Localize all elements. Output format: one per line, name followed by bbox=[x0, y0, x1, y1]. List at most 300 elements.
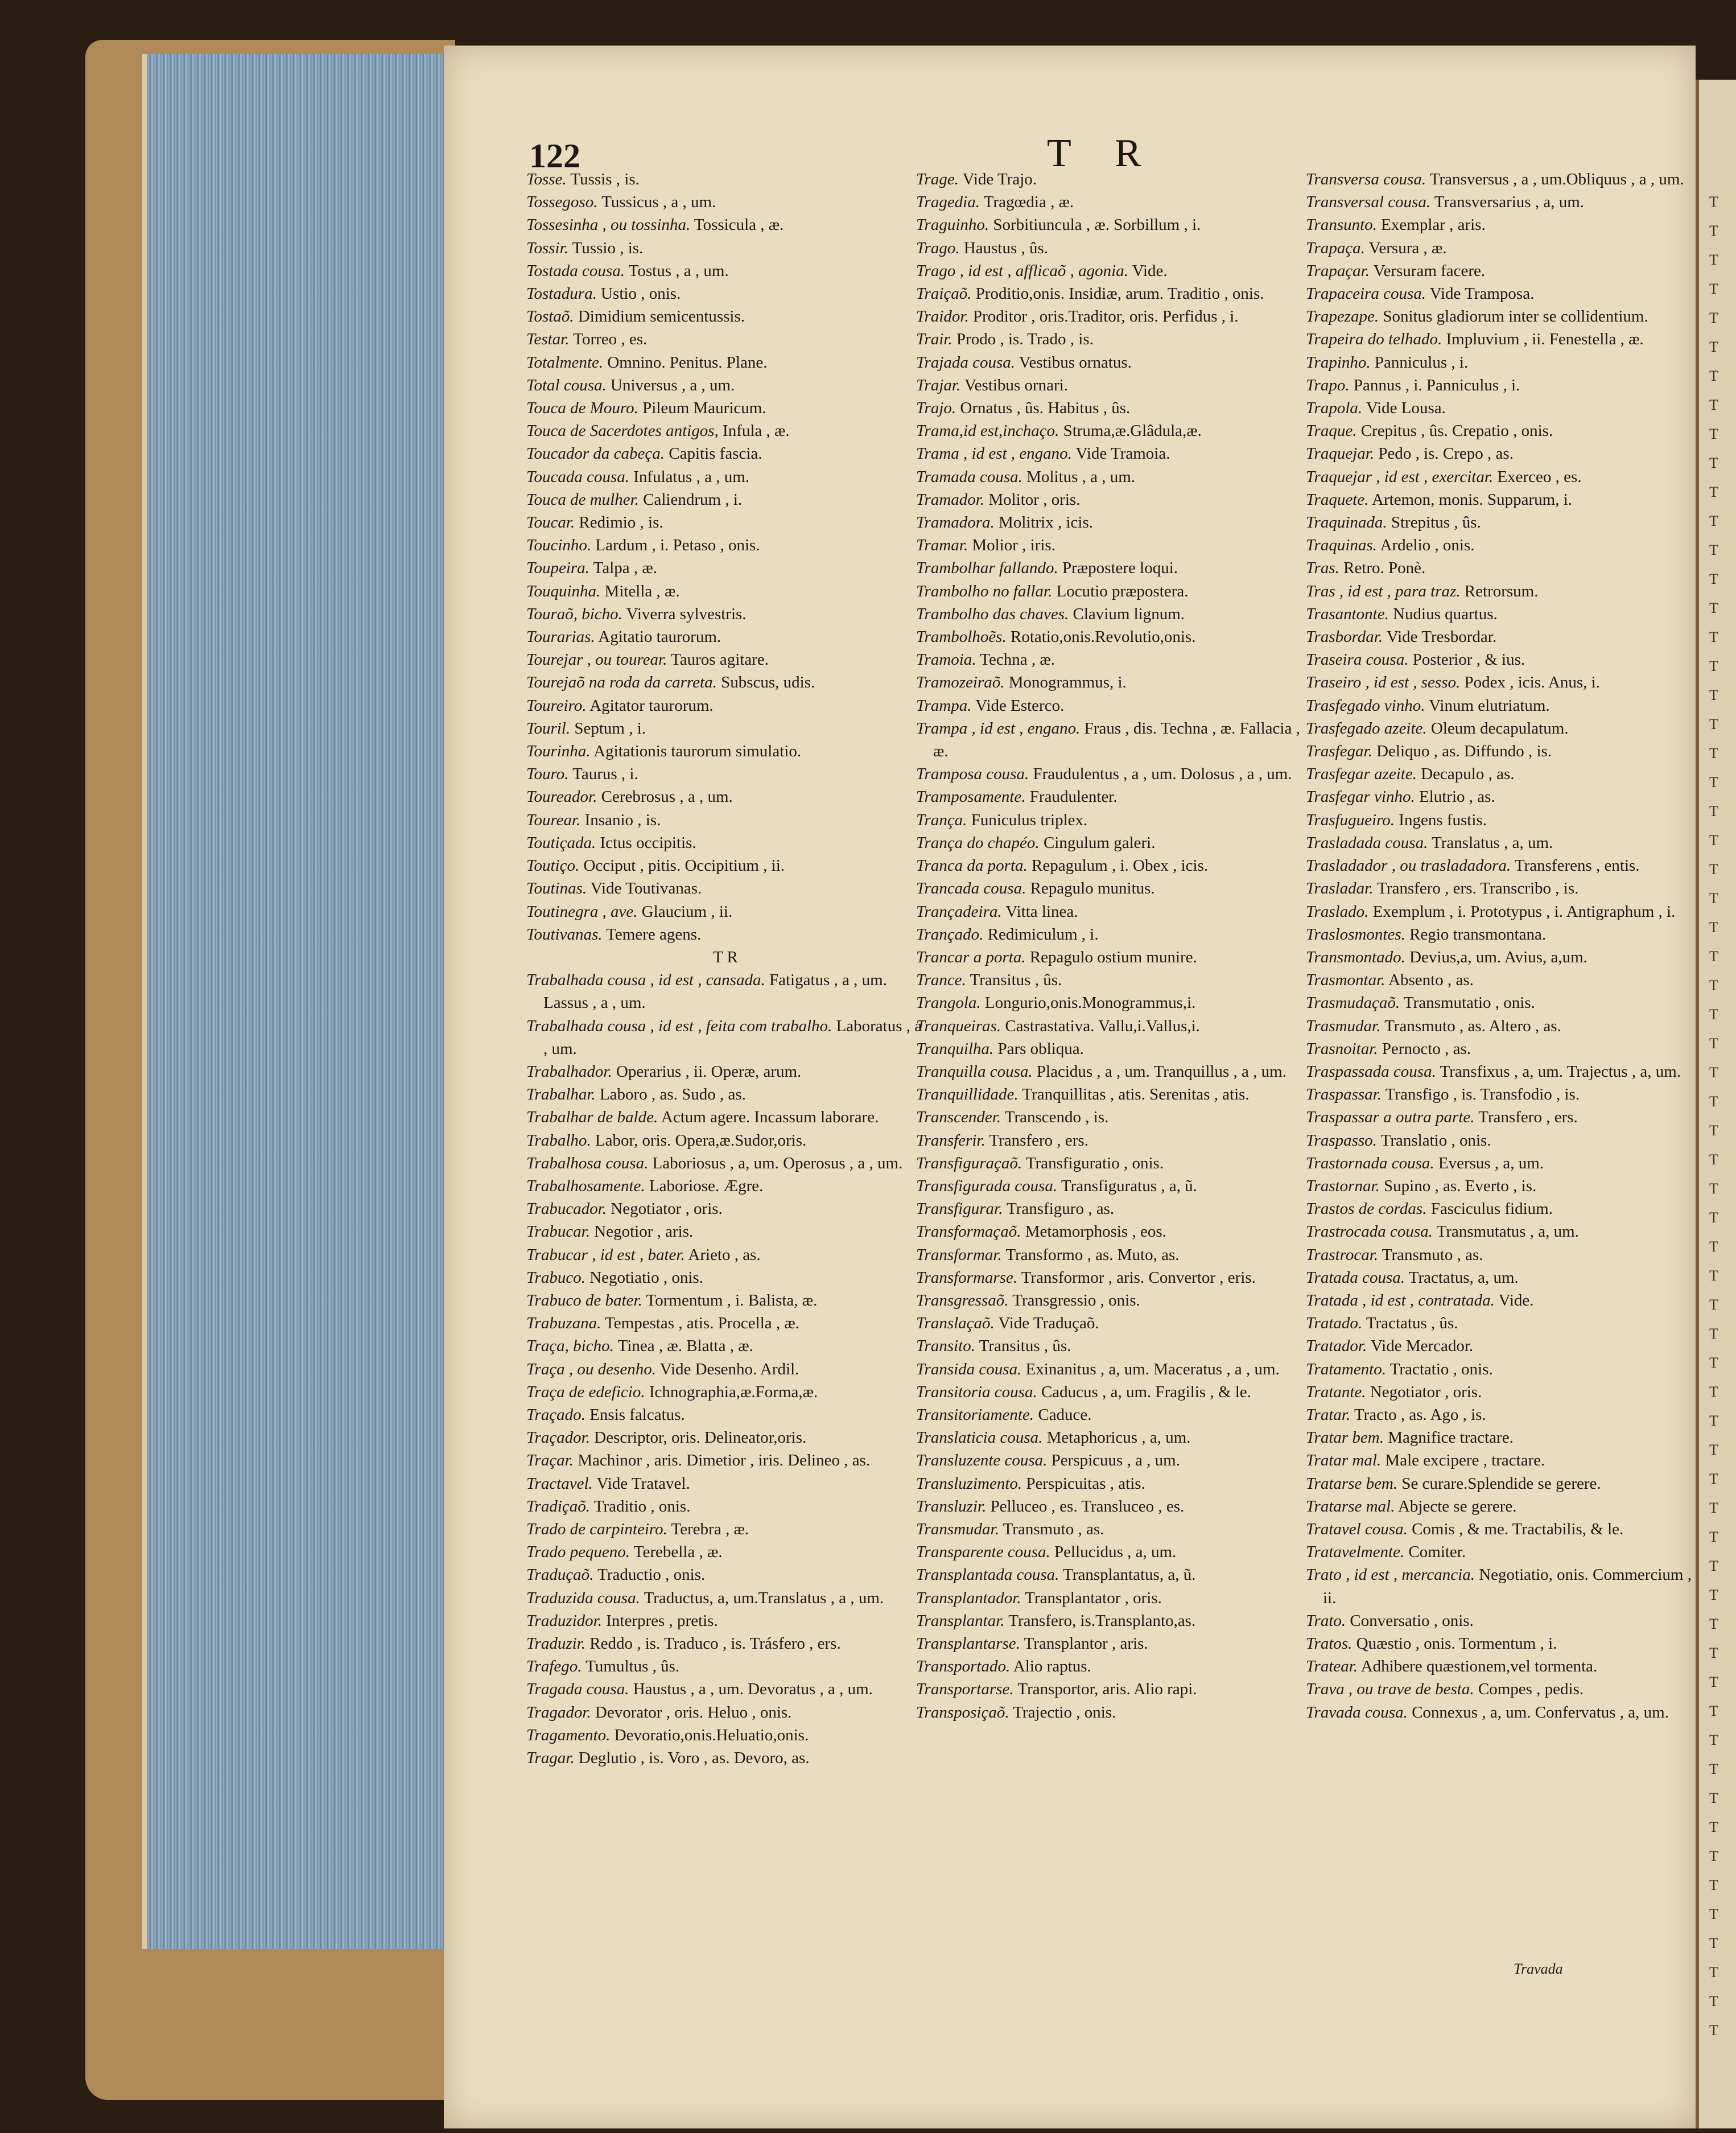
dictionary-entry bbox=[526, 419, 925, 442]
dictionary-entry bbox=[1306, 1678, 1696, 1700]
dictionary-entry bbox=[1306, 328, 1696, 351]
dictionary-entry bbox=[1306, 1175, 1696, 1197]
dictionary-entry bbox=[526, 351, 925, 374]
entry-headword: Toutiçada. bbox=[526, 833, 596, 852]
entry-definition: Versura , æ. bbox=[1368, 238, 1447, 257]
dictionary-entry bbox=[1306, 1266, 1696, 1289]
entry-definition: Molitrix , icis. bbox=[999, 513, 1093, 532]
entry-definition: Metamorphosis , eos. bbox=[1025, 1222, 1166, 1241]
dictionary-entry bbox=[526, 1678, 925, 1700]
entry-definition: Perspicuus , a , um. bbox=[1051, 1451, 1180, 1470]
facing-page-letter: T bbox=[1709, 397, 1718, 413]
dictionary-entry bbox=[1306, 648, 1696, 671]
entry-definition: Pileum Mauricum. bbox=[642, 399, 766, 418]
entry-headword: Toureador. bbox=[526, 788, 597, 806]
entry-headword: Trastos de cordas. bbox=[1306, 1200, 1427, 1218]
dictionary-entry bbox=[916, 1175, 1309, 1197]
entry-definition: Vide Toutivanas. bbox=[590, 879, 702, 898]
dictionary-entry bbox=[1306, 260, 1696, 282]
dictionary-entry bbox=[916, 1472, 1309, 1495]
entry-definition: Arieto , as. bbox=[688, 1245, 761, 1264]
dictionary-entry bbox=[526, 1289, 925, 1312]
entry-definition: Elutrio , as. bbox=[1419, 788, 1495, 806]
dictionary-entry bbox=[916, 328, 1309, 351]
entry-definition: Agitator taurorum. bbox=[589, 696, 714, 715]
entry-definition: Retrorsum. bbox=[1464, 582, 1539, 600]
entry-headword: Trasfegar azeite. bbox=[1306, 765, 1417, 784]
facing-page-letter: T bbox=[1709, 861, 1718, 878]
entry-headword: Touro. bbox=[526, 765, 569, 784]
dictionary-entry bbox=[526, 854, 925, 877]
facing-page-letter: T bbox=[1709, 2022, 1718, 2039]
entry-definition: Tranquillitas , atis. Serenitas , atis. bbox=[1022, 1085, 1250, 1104]
facing-page-letter: T bbox=[1709, 484, 1718, 500]
facing-page-letter: T bbox=[1709, 281, 1718, 297]
dictionary-entry bbox=[1306, 419, 1696, 442]
entry-headword: Transito. bbox=[916, 1337, 975, 1356]
entry-definition: Universus , a , um. bbox=[611, 376, 735, 394]
entry-headword: Trasfegar. bbox=[1306, 742, 1372, 761]
dictionary-entry bbox=[916, 1609, 1309, 1632]
dictionary-entry bbox=[526, 1358, 925, 1381]
facing-page-letter: T bbox=[1709, 890, 1718, 907]
entry-definition: Molitus , a , um. bbox=[1026, 467, 1136, 486]
entry-headword: Trajo. bbox=[916, 399, 956, 418]
dictionary-entry bbox=[526, 1587, 925, 1609]
entry-definition: Ornatus , ûs. Habitus , ûs. bbox=[960, 399, 1131, 418]
entry-definition: T R bbox=[713, 948, 738, 966]
entry-headword: Trago , id est , afflicaõ , agonia. bbox=[916, 261, 1128, 280]
dictionary-entry bbox=[1306, 374, 1696, 397]
dictionary-entry bbox=[526, 740, 925, 763]
entry-definition: Comiter. bbox=[1408, 1543, 1466, 1562]
entry-definition: Vide. bbox=[1498, 1291, 1534, 1310]
entry-definition: Devorator , oris. Heluo , onis. bbox=[595, 1703, 792, 1722]
entry-headword: Transparente cousa. bbox=[916, 1543, 1050, 1562]
dictionary-entry bbox=[916, 1426, 1309, 1449]
dictionary-entry bbox=[526, 260, 925, 282]
facing-page-letter: T bbox=[1709, 1529, 1718, 1545]
facing-page-letter: T bbox=[1709, 1296, 1718, 1313]
dictionary-entry bbox=[1306, 1472, 1696, 1495]
dictionary-entry bbox=[526, 1449, 925, 1472]
entry-definition: Transfero , ers. bbox=[1478, 1108, 1578, 1127]
entry-headword: Trapo. bbox=[1306, 376, 1350, 394]
entry-headword: Traçador. bbox=[526, 1428, 591, 1447]
entry-headword: Trabalhada cousa , id est , feita com trabalho. bbox=[526, 1016, 832, 1035]
entry-definition: Molitor , oris. bbox=[988, 490, 1081, 509]
entry-definition: Vide. bbox=[1132, 261, 1168, 280]
dictionary-entry bbox=[526, 328, 925, 351]
entry-headword: Trapola. bbox=[1306, 399, 1363, 418]
dictionary-entry bbox=[916, 213, 1309, 236]
entry-headword: Trampa. bbox=[916, 696, 972, 715]
dictionary-entry bbox=[1306, 785, 1696, 808]
entry-headword: Trangola. bbox=[916, 994, 981, 1012]
entry-definition: Vide Tramposa. bbox=[1429, 285, 1535, 303]
entry-definition: Vide Desenho. Ardil. bbox=[659, 1360, 799, 1378]
entry-definition: Transcendo , is. bbox=[1004, 1108, 1109, 1127]
dictionary-entry bbox=[916, 1220, 1309, 1243]
facing-page-letter: T bbox=[1709, 571, 1718, 587]
dictionary-entry bbox=[526, 1472, 925, 1495]
entry-headword: Transformarse. bbox=[916, 1268, 1018, 1287]
dictionary-entry bbox=[526, 237, 925, 260]
entry-definition: Pelluceo , es. Transluceo , es. bbox=[990, 1497, 1185, 1516]
entry-headword: Tranquillidade. bbox=[916, 1085, 1018, 1104]
entry-definition: Transitus , ûs. bbox=[970, 971, 1062, 990]
entry-headword: Traque. bbox=[1306, 422, 1357, 440]
entry-definition: Reddo , is. Traduco , is. Trásfero , ers. bbox=[589, 1634, 841, 1653]
dictionary-entry bbox=[916, 1449, 1309, 1472]
entry-headword: Tragada cousa. bbox=[526, 1680, 629, 1699]
entry-headword: Traduçaõ. bbox=[526, 1566, 594, 1584]
entry-definition: Artemon, monis. Supparum, i. bbox=[1372, 490, 1573, 509]
entry-headword: Tranca da porta. bbox=[916, 857, 1028, 875]
dictionary-entry bbox=[916, 1152, 1309, 1175]
entry-headword: Transplantarse. bbox=[916, 1634, 1020, 1653]
dictionary-entry bbox=[526, 488, 925, 511]
dictionary-entry bbox=[526, 785, 925, 808]
entry-headword: Tragedia. bbox=[916, 193, 980, 212]
entry-definition: Prodo , is. Trado , is. bbox=[956, 330, 1094, 349]
entry-headword: Tractavel. bbox=[526, 1474, 593, 1493]
entry-definition: Repagulo ostium munire. bbox=[1029, 948, 1197, 966]
entry-definition: Alio raptus. bbox=[1013, 1657, 1091, 1676]
dictionary-entry bbox=[526, 1632, 925, 1655]
entry-definition: Transfiguratus , a, ũ. bbox=[1061, 1176, 1197, 1195]
entry-definition: Transfixus , a, um. Trajectus , a, um. bbox=[1440, 1062, 1681, 1081]
entry-definition: Traductus, a, um.Translatus , a , um. bbox=[644, 1588, 884, 1607]
dictionary-entry bbox=[916, 1083, 1309, 1106]
entry-definition: Tumultus , ûs. bbox=[585, 1657, 680, 1676]
entry-headword: Tratada cousa. bbox=[1306, 1268, 1405, 1287]
entry-headword: Traspassar a outra parte. bbox=[1306, 1108, 1475, 1127]
entry-definition: Transgressio , onis. bbox=[1012, 1291, 1140, 1310]
entry-headword: Tratear. bbox=[1306, 1657, 1358, 1676]
facing-page-letter: T bbox=[1709, 1877, 1718, 1893]
dictionary-entry bbox=[526, 625, 925, 648]
dictionary-entry bbox=[1306, 740, 1696, 763]
dictionary-entry bbox=[1306, 1563, 1696, 1609]
entry-definition: Posterior , & ius. bbox=[1412, 650, 1525, 669]
dictionary-entry bbox=[526, 168, 925, 191]
entry-definition: Tragœdia , æ. bbox=[983, 193, 1074, 212]
dictionary-entry bbox=[916, 1563, 1309, 1586]
entry-headword: Tratamento. bbox=[1306, 1360, 1386, 1378]
entry-headword: Trasladada cousa. bbox=[1306, 833, 1428, 852]
dictionary-entry bbox=[526, 1426, 925, 1449]
entry-definition: Redimiculum , i. bbox=[987, 925, 1099, 944]
entry-definition: Metaphoricus , a, um. bbox=[1046, 1428, 1191, 1447]
dictionary-entry bbox=[1306, 625, 1696, 648]
entry-definition: Exerceo , es. bbox=[1497, 467, 1582, 486]
facing-page-letter: T bbox=[1709, 1267, 1718, 1284]
facing-page-letter: T bbox=[1709, 426, 1718, 442]
entry-headword: Trato. bbox=[1306, 1611, 1346, 1630]
entry-definition: Infula , æ. bbox=[723, 422, 790, 440]
facing-page-letter: T bbox=[1709, 1500, 1718, 1516]
facing-page-letter: T bbox=[1709, 1587, 1718, 1603]
dictionary-entry bbox=[1306, 694, 1696, 717]
facing-page-letter: T bbox=[1709, 1906, 1718, 1922]
entry-definition: Haustus , a , um. Devoratus , a , um. bbox=[633, 1680, 873, 1699]
dictionary-entry bbox=[526, 213, 925, 236]
entry-headword: Trabalho. bbox=[526, 1131, 591, 1150]
entry-headword: Tourinha. bbox=[526, 742, 591, 761]
entry-definition: Abjecte se gerere. bbox=[1397, 1497, 1517, 1516]
entry-headword: Traseira cousa. bbox=[1306, 650, 1409, 669]
entry-headword: Trama , id est , engano. bbox=[916, 444, 1072, 463]
entry-definition: Fraudulentus , a , um. Dolosus , a , um. bbox=[1033, 765, 1292, 784]
entry-headword: Tradiçaõ. bbox=[526, 1497, 590, 1516]
entry-headword: Traçar. bbox=[526, 1451, 574, 1470]
entry-headword: Trasfegado vinho. bbox=[1306, 696, 1425, 715]
dictionary-entry bbox=[526, 831, 925, 854]
entry-headword: Traseiro , id est , sesso. bbox=[1306, 673, 1461, 692]
facing-page-letter: T bbox=[1709, 1413, 1718, 1429]
dictionary-entry bbox=[526, 809, 925, 831]
entry-headword: Translaçaõ. bbox=[916, 1314, 995, 1333]
entry-definition: Laboratus , a , um. bbox=[543, 1016, 922, 1058]
entry-definition: Transplantator , oris. bbox=[1025, 1588, 1162, 1607]
entry-headword: Transluzimento. bbox=[916, 1474, 1022, 1493]
dictionary-entry bbox=[1306, 397, 1696, 419]
entry-headword: Trambolho das chaves. bbox=[916, 604, 1069, 623]
dictionary-entry bbox=[526, 511, 925, 534]
entry-definition: Transmuto , as. Altero , as. bbox=[1384, 1016, 1561, 1035]
dictionary-entry bbox=[1306, 603, 1696, 625]
entry-headword: Traspassar. bbox=[1306, 1085, 1382, 1104]
entry-headword: Tramadora. bbox=[916, 513, 995, 532]
entry-definition: Temere agens. bbox=[606, 925, 702, 944]
dictionary-entry bbox=[1306, 1609, 1696, 1632]
entry-headword: Transcender. bbox=[916, 1108, 1001, 1127]
facing-page-letter: T bbox=[1709, 1790, 1718, 1806]
dictionary-entry bbox=[526, 671, 925, 694]
entry-definition: Machinor , aris. Dimetior , iris. Delineo , as. bbox=[578, 1451, 871, 1470]
dictionary-entry bbox=[1306, 1037, 1696, 1060]
facing-page-letter: T bbox=[1709, 1471, 1718, 1487]
entry-headword: Trapezape. bbox=[1306, 307, 1379, 326]
dictionary-entry bbox=[916, 694, 1309, 717]
entry-definition: Transferens , entis. bbox=[1514, 857, 1640, 875]
dictionary-entry bbox=[1306, 466, 1696, 488]
facing-page-letter: T bbox=[1709, 1645, 1718, 1661]
dictionary-entry bbox=[526, 1266, 925, 1289]
entry-definition: Subscus, udis. bbox=[721, 673, 815, 692]
entry-headword: Tratador. bbox=[1306, 1337, 1367, 1356]
entry-headword: Tossesinha , ou tossinha. bbox=[526, 216, 691, 234]
dictionary-entry bbox=[526, 466, 925, 488]
entry-definition: Traductio , onis. bbox=[597, 1566, 706, 1584]
entry-headword: Toutinas. bbox=[526, 879, 587, 898]
facing-page-letter: T bbox=[1709, 803, 1718, 820]
entry-definition: Transfiguratio , onis. bbox=[1025, 1154, 1164, 1172]
entry-headword: Tratar mal. bbox=[1306, 1451, 1382, 1470]
entry-definition: Ensis falcatus. bbox=[589, 1405, 685, 1424]
dictionary-entry bbox=[526, 1312, 925, 1335]
entry-definition: Repagulum , i. Obex , icis. bbox=[1032, 857, 1209, 875]
entry-headword: Tramada cousa. bbox=[916, 467, 1022, 486]
dictionary-entry bbox=[1306, 1381, 1696, 1403]
dictionary-entry bbox=[526, 1563, 925, 1586]
entry-definition: Haustus , ûs. bbox=[963, 238, 1049, 257]
entry-headword: Transportarse. bbox=[916, 1680, 1014, 1699]
facing-page-letter: T bbox=[1709, 1761, 1718, 1777]
facing-page-letter: T bbox=[1709, 1151, 1718, 1168]
dictionary-entry bbox=[916, 305, 1309, 328]
entry-definition: Magnifice tractare. bbox=[1388, 1428, 1514, 1447]
entry-headword: Touca de Mouro. bbox=[526, 399, 638, 418]
dictionary-entry bbox=[916, 397, 1309, 419]
entry-definition: Male excipere , tractare. bbox=[1385, 1451, 1545, 1470]
dictionary-entry bbox=[1306, 1289, 1696, 1312]
dictionary-entry bbox=[1306, 511, 1696, 534]
dictionary-entry bbox=[526, 1175, 925, 1197]
entry-definition: Negotiatio, onis. Commercium , ii. bbox=[1323, 1566, 1692, 1607]
dictionary-entry bbox=[1306, 191, 1696, 213]
entry-headword: Trajada cousa. bbox=[916, 353, 1016, 372]
entry-headword: Trapeira do telhado. bbox=[1306, 330, 1442, 349]
entry-headword: Toucador da cabeça. bbox=[526, 444, 665, 463]
running-head: T R bbox=[1047, 131, 1158, 175]
entry-definition: Retro. Ponè. bbox=[1343, 559, 1426, 578]
entry-definition: Tormentum , i. Balista, æ. bbox=[646, 1291, 818, 1310]
section-heading bbox=[526, 946, 925, 969]
dictionary-entry bbox=[526, 1335, 925, 1357]
entry-headword: Trabucar. bbox=[526, 1222, 591, 1241]
dictionary-entry bbox=[916, 763, 1309, 785]
entry-definition: Panniculus , i. bbox=[1374, 353, 1469, 372]
facing-page-letter: T bbox=[1709, 339, 1718, 355]
entry-definition: Transformor , aris. Convertor , eris. bbox=[1021, 1268, 1256, 1287]
dictionary-entry bbox=[526, 282, 925, 305]
entry-definition: Interpres , pretis. bbox=[606, 1611, 718, 1630]
facing-page-letter: T bbox=[1709, 629, 1718, 645]
entry-headword: Toucar. bbox=[526, 513, 575, 532]
dictionary-entry bbox=[1306, 1106, 1696, 1129]
dictionary-entry bbox=[1306, 557, 1696, 579]
entry-definition: Molior , iris. bbox=[972, 536, 1055, 555]
dictionary-entry bbox=[1306, 1632, 1696, 1655]
facing-page-letter: T bbox=[1709, 513, 1718, 529]
entry-headword: Tossegoso. bbox=[526, 193, 598, 212]
entry-definition: Infulatus , a , um. bbox=[633, 467, 750, 486]
entry-headword: Trava , ou trave de besta. bbox=[1306, 1680, 1474, 1699]
facing-page-letter: T bbox=[1709, 1935, 1718, 1951]
facing-page-letter: T bbox=[1709, 1616, 1718, 1632]
entry-headword: Transluzir. bbox=[916, 1497, 987, 1516]
entry-headword: Trançado. bbox=[916, 925, 984, 944]
facing-page-letter: T bbox=[1709, 774, 1718, 790]
entry-headword: Transmontado. bbox=[1306, 948, 1405, 966]
entry-headword: Touca de Sacerdotes antigos, bbox=[526, 422, 719, 440]
dictionary-entry bbox=[1306, 580, 1696, 603]
dictionary-entry bbox=[526, 1083, 925, 1106]
entry-definition: Transmuto , as. bbox=[1003, 1520, 1104, 1538]
dictionary-entry bbox=[916, 1655, 1309, 1678]
entry-headword: Trajar. bbox=[916, 376, 961, 394]
entry-definition: Fasciculus fidium. bbox=[1430, 1200, 1553, 1218]
entry-definition: Crepitus , ûs. Crepatio , onis. bbox=[1360, 422, 1553, 440]
entry-definition: Pars obliqua. bbox=[997, 1039, 1084, 1058]
entry-headword: Tramozeiraõ. bbox=[916, 673, 1005, 692]
entry-definition: Mitella , æ. bbox=[604, 582, 680, 600]
dictionary-entry bbox=[916, 923, 1309, 946]
entry-headword: Trabalhar. bbox=[526, 1085, 596, 1104]
entry-definition: Tractatio , onis. bbox=[1389, 1360, 1493, 1378]
entry-definition: Funiculus triplex. bbox=[971, 810, 1088, 829]
entry-definition: Negotiator , oris. bbox=[1370, 1382, 1482, 1401]
dictionary-entry bbox=[916, 168, 1309, 191]
entry-definition: Impluvium , ii. Fenestella , æ. bbox=[1446, 330, 1644, 349]
dictionary-entry bbox=[1306, 1197, 1696, 1220]
entry-headword: Transversa cousa. bbox=[1306, 170, 1426, 188]
dictionary-entry bbox=[916, 488, 1309, 511]
dictionary-entry bbox=[1306, 1152, 1696, 1175]
entry-headword: Transfigurar. bbox=[916, 1200, 1003, 1218]
dictionary-entry bbox=[1306, 488, 1696, 511]
entry-definition: Monogrammus, i. bbox=[1008, 673, 1127, 692]
entry-definition: Laboriosus , a, um. Operosus , a , um. bbox=[652, 1154, 903, 1172]
dictionary-entry bbox=[916, 1632, 1309, 1655]
entry-definition: Vide Tratavel. bbox=[596, 1474, 690, 1493]
facing-page-letter: T bbox=[1709, 716, 1718, 732]
entry-headword: Trasfugueiro. bbox=[1306, 810, 1395, 829]
entry-headword: Tras. bbox=[1306, 559, 1339, 578]
entry-definition: Tussicus , a , um. bbox=[601, 193, 716, 212]
dictionary-entry bbox=[916, 191, 1309, 213]
entry-headword: Tosse. bbox=[526, 170, 567, 188]
entry-headword: Trapinho. bbox=[1306, 353, 1371, 372]
entry-headword: Translaticia cousa. bbox=[916, 1428, 1043, 1447]
entry-headword: Tramoia. bbox=[916, 650, 976, 669]
facing-page-letter: T bbox=[1709, 919, 1718, 936]
entry-headword: Tramar. bbox=[916, 536, 968, 555]
dictionary-entry bbox=[916, 282, 1309, 305]
dictionary-entry bbox=[1306, 1060, 1696, 1083]
entry-definition: Caducus , a, um. Fragilis , & le. bbox=[1041, 1382, 1251, 1401]
dictionary-entry bbox=[916, 1518, 1309, 1541]
facing-page-letter: T bbox=[1709, 1732, 1718, 1748]
entry-headword: Trance. bbox=[916, 971, 966, 990]
entry-definition: Tostus , a , um. bbox=[628, 261, 729, 280]
dictionary-entry bbox=[526, 1747, 925, 1769]
entry-headword: Trasmudar. bbox=[1306, 1016, 1381, 1035]
dictionary-entry bbox=[1306, 1403, 1696, 1426]
entry-headword: Traça , ou desenho. bbox=[526, 1360, 656, 1378]
facing-page-letter: T bbox=[1709, 1442, 1718, 1458]
dictionary-entry bbox=[916, 1129, 1309, 1152]
facing-page-letter: T bbox=[1709, 455, 1718, 471]
entry-headword: Totalmente. bbox=[526, 353, 604, 372]
entry-definition: Vide Trajo. bbox=[962, 170, 1037, 188]
entry-definition: Clavium lignum. bbox=[1073, 604, 1185, 623]
entry-headword: Traspassada cousa. bbox=[1306, 1062, 1436, 1081]
entry-definition: Translatio , onis. bbox=[1380, 1131, 1491, 1150]
entry-headword: Toupeira. bbox=[526, 559, 589, 578]
entry-definition: Præpostere loqui. bbox=[1062, 559, 1178, 578]
dictionary-entry bbox=[526, 534, 925, 557]
entry-headword: Trança. bbox=[916, 810, 967, 829]
entry-definition: Occiput , pitis. Occipitium , ii. bbox=[583, 857, 785, 875]
entry-headword: Trabalhar de balde. bbox=[526, 1108, 658, 1127]
entry-definition: Regio transmontana. bbox=[1409, 925, 1547, 944]
entry-definition: Vestibus ornatus. bbox=[1018, 353, 1132, 372]
entry-definition: Actum agere. Incassum laborare. bbox=[661, 1108, 879, 1127]
entry-definition: Caliendrum , i. bbox=[643, 490, 743, 509]
